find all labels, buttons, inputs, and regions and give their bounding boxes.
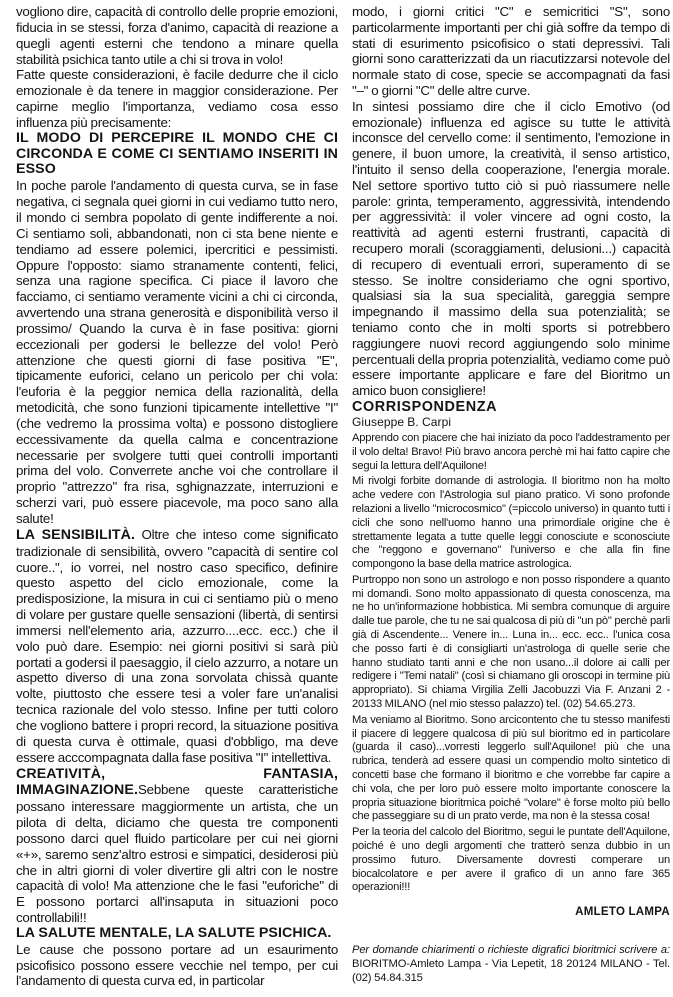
heading-mental-health: LA SALUTE MENTALE, LA SALUTE PSICHICA. [16,924,332,941]
letter-paragraph: Apprendo con piacere che hai iniziato da poco l'addestramento per il volo delta! Bravo! Più bravo ancora perchè mi hai fatto capire che segui la lettura dell'Aquilone! [352,431,670,472]
letter-paragraph: Purtroppo non sono un astrologo e non posso rispondere a quanto mi domandi. Sono molto appassionato di questa conoscenza, ma ne ho un'informazione hobbistica. Mi sembra comunque di arguire dalle tue parole, che tu ne sai qualcosa di più di "un pò" perchè parli già di Ascendente... Venere in... Luna in... ecc. ecc.. l'unica cosa che posso farti è di consigliarti un'astrologa di quelle serie che hanno studiato tanti anni e che non usano...il dolore ai calli per redigere i "Temi natali" (così si chiamano gli oroscopi in termine più appropriato). Si chiama Virgilia Zelli Jacobuzzi Via F. Anzani 2 - 20133 MILANO (nel mio stesso palazzo) tel. (02) 54.65.273. [352,573,670,711]
letter-paragraph: Per la teoria del calcolo del Bioritmo, segui le puntate dell'Aquilone, poiché è uno degli argomenti che tratterò senza dubbio in un prossimo futuro. Diversamente dovresti comperare un biocalcolatore e per avere il grafico di un anno fare 365 operazioni!!! [352,826,670,894]
letter-paragraph: Mi rivolgi forbite domande di astrologia. Il bioritmo non ha molto ache vedere con l'Astrologia sul piano pratico. Vi sono profonde relazioni a livello "microcosmico" (=piccolo universo) in quanto tutti i cicli che sono nell'uomo hanno una primordiale origine che è strettamente legata a tutte quelle leggi conosciute e sconosciute che "reggono e governano" l'universo e che alla fin fine compongono la base della matrice astrologica. [352,475,670,571]
paragraph-considerations: Fatte queste considerazioni, è facile dedurre che il ciclo emozionale è da tenere in maggior considerazione. Per capirne meglio l'importanza, vediamo cosa esso influenza più precisamente: [16,67,338,130]
letter-paragraph: Ma veniamo al Bioritmo. Sono arcicontento che tu stesso manifesti il piacere di leggere qualcosa di più sul bioritmo ed in particolare (guarda il caso)...vorresti leggerlo sull'Aquilone! più che una rubrica, tenderà ad essere quasi un compendio molto sintetico di concetti base che formano il bioritmo e che vorrebbe far capire a chi vola, che per loro può essere molto importante conoscere la propria situazione bioritmica poiché "volare" è forse molto più bello che passeggiare su di un prato verde, ma non è la stessa cosa! [352,713,670,823]
paragraph-critical-days: modo, i giorni critici "C" e semicritici "S", sono particolarmente importanti per chi già soffre da tempo di stati di esurimento psicofisico o stati depressivi. Tali giorni sono caratterizzati da un riacutizzarsi notevole del normale stato di cose, specie se accompagnati da fasi "–" o giorni "C" delle altre curve. [352,4,670,98]
paragraph-creativity [16,766,338,926]
section-title: CORRISPONDENZA [352,398,498,415]
heading-sensitivity: LA SENSIBILITÀ. [16,526,136,543]
paragraph-intro: vogliono dire, capacità di controllo delle proprie emozioni, fiducia in se stessi, forza d'animo, capacità di reazione a quegli agenti esterni che tendono a minare quella stabilità psichica tanto utile a chi si trova in volo! [16,4,338,67]
letter-author: Giuseppe B. Carpi [352,414,452,429]
right-column [352,4,670,985]
heading-creativity: CREATIVITÀ, FANTASIA, IMMAGINAZIONE. [16,765,338,799]
paragraph-mental-health: Le cause che possono portare ad un esaurimento psicofisico possono essere vecchie nel tempo, per cui l'andamento di questa curva ed, in particolar [16,941,338,989]
contact-prefix: Per domande chiarimenti o richieste digrafici bioritmici scrivere a: [352,944,670,957]
paragraph-sensitivity [16,527,338,766]
heading-perception: IL MODO DI PERCEPIRE IL MONDO CHE CI CIRCONDA E COME CI SENTIAMO INSERITI IN ESSO [16,129,338,178]
contact-address: BIORITMO-Amleto Lampa - Via Lepetit, 18 20124 MILANO - Tel. (02) 54.84.315 [352,958,670,985]
left-column [16,4,338,989]
paragraph-summary: In sintesi possiamo dire che il ciclo Emotivo (od emozionale) influenza ed agisce su tutte le attività inconsce del cervello come: il sentimento, l'emozione in genere, il buon umore, la creatività, il senso artistico, l'intuito il senso della cooperazione, l'energia morale. Nel settore sportivo tutto ciò si può riassumere nelle parole: grinta, temperamento, aggressività, intendendo per aggressività: il voler vincere ad ogni costo, la reattività ad agenti esterni frustranti, capacità di recupero morali (scoraggiamenti, delusioni...) capacità di recupero di eventuali errori, superamento di se stesso. Se inoltre consideriamo che ogni sportivo, qualsiasi sia la sua specialità, gareggia sempre impegnando il massimo della sua potenzialità; se teniamo conto che in molti sports si potrebbero raggiungere nuovi record aggiungendo solo minime percentuali della propria potenzialità, vediamo come può essere importante applicare e fare del Bioritmo un amico buon consigliere! [352,98,670,399]
paragraph-curve-phases: In poche parole l'andamento di questa curva, se in fase negativa, ci segnala quei giorni in cui vediamo tutto nero, il mondo ci sembra popolato di gente indifferente a noi. Ci sentiamo soli, abbandonati, non ci sta bene niente e tendiamo ad essere polemici, ipercritici e pessimisti. Oppure l'opposto: siamo stranamente contenti, felici, senza una ragione specifica. Ci piace il lavoro che facciamo, ci sentiamo veramente vicini a chi ci circonda, avvertendo una strana generosità e disponibilità verso il prossimo/ Quando la curva è in fase positiva: giorni eccezionali per godersi le bellezze del volo! Però attenzione che questi giorni di fase positiva "E", tipicamente euforici, celano un pericolo per chi vola: l'euforia è la peggior nemica della razionalità, della metodicità, che sono funzioni tipicamente intellettive "I" (che vedremo la prossima volta) e possono distogliere eccessivamente da quella calma e concentrazione necessarie per svolgere tutti quei controlli importanti prima del volo. Converrete anche voi che controllare il proprio "attrezzo" fra risa, sghignazzate, interruzioni e scherzi vari, può essere piacevole, ma poco sano alla salute! [16,178,338,526]
creativity-text: Sebbene queste caratteristiche possano interessare maggiormente un artista, che un pilota di delta, diciamo che questa tre componenti possono darci quel fluido particolare per cui nei giorni «+», saremo senz'altro estrosi e simpatici, desiderosi più che in altri giorni di voler divertire gli altri con le nostre capacità di volo! Ma attenzione che le fasi "euforiche" di E possono portarci all'insaputa in situazioni poco controllabili!! [16,782,338,926]
contact-note [352,943,670,985]
sensitivity-text: Oltre che inteso come significato tradizionale di sensibilità, ovvero "capacità di sentire col cuore..", io vorrei, nel nostro caso specifico, definire questo aspetto del ciclo emozionale, come la predisposizione, la misura in cui ci sentiamo più o meno di volare per gustare quelle sensazioni (libertà, di sentirsi immersi nell'elemento aria, azzurro....ecc. ecc.) che il volo può dare. Esempio: nei giorni positivi si sarà più portati a godersi il paesaggio, il cielo azzurro, a notare un aspetto diverso di una zona sorvolata chissà quante volte, piuttosto che essere tesi a voler fare un'analisi tecnica razionale del volo stesso. Infine per tutti coloro che vogliono battere i propri record, la situazione positiva di questa curva è ottimale, quasi d'obbligo, ma deve essere acccompagnata dalla fase positiva "I" intellettiva. [16,526,338,765]
signature: AMLETO LAMPA [575,906,670,919]
